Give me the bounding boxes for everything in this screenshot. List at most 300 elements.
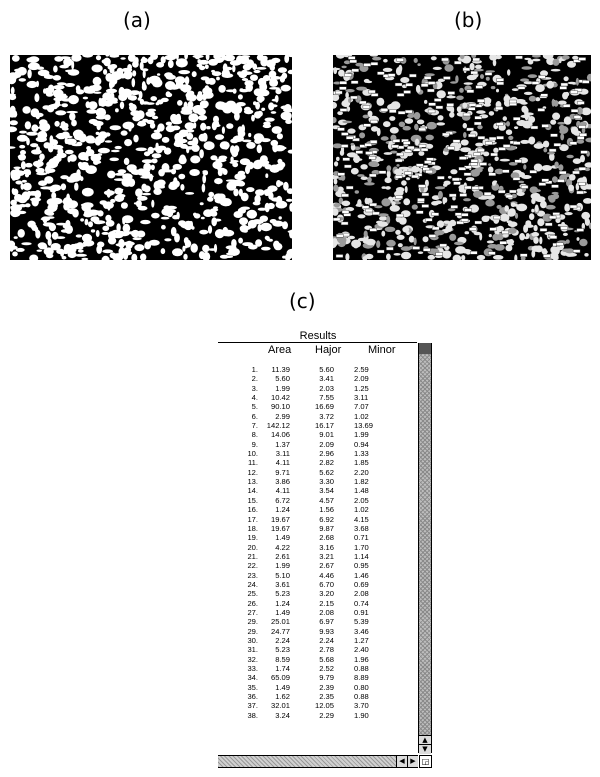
particle-id-tag — [336, 255, 343, 258]
particle-blob — [55, 110, 66, 115]
particle-id-tag — [518, 86, 525, 89]
particle-id-tag — [348, 56, 355, 59]
particle-blob — [512, 88, 519, 91]
particle-blob — [487, 240, 494, 243]
particle-blob — [389, 116, 395, 121]
particle-blob — [247, 210, 258, 219]
particle-blob — [106, 89, 117, 94]
particle-id-tag — [468, 134, 475, 137]
particle-blob — [254, 195, 260, 203]
particle-blob — [198, 115, 207, 121]
particle-blob — [391, 101, 401, 109]
particle-blob — [239, 189, 243, 197]
particle-blob — [18, 229, 25, 238]
results-row-area: 3.86 — [275, 477, 290, 487]
particle-id-tag — [531, 126, 538, 129]
particle-blob — [213, 116, 219, 123]
particle-blob — [143, 185, 150, 192]
particle-blob — [59, 125, 67, 129]
particle-blob — [192, 145, 200, 152]
particle-blob — [190, 155, 200, 163]
particle-blob — [10, 126, 17, 132]
particle-blob — [378, 159, 384, 162]
particle-blob — [278, 67, 287, 73]
particle-id-tag — [579, 58, 586, 61]
particle-blob — [178, 70, 190, 74]
results-row-major: 2.82 — [319, 458, 334, 468]
particle-blob — [242, 78, 248, 81]
particle-blob — [417, 63, 420, 66]
particle-blob — [269, 87, 280, 90]
arrow-down-icon[interactable]: ▼ — [419, 744, 431, 754]
particle-blob — [202, 184, 206, 193]
particle-blob — [515, 213, 518, 219]
particle-blob — [564, 204, 570, 212]
particle-blob — [455, 246, 466, 254]
particle-blob — [54, 56, 63, 62]
particle-id-tag — [342, 194, 349, 197]
table-row — [218, 515, 418, 524]
particle-id-tag — [419, 128, 426, 131]
results-row-major: 6.92 — [319, 514, 334, 524]
particle-blob — [85, 135, 95, 143]
particle-blob — [136, 148, 147, 152]
particle-blob — [426, 135, 434, 141]
particle-blob — [448, 208, 456, 211]
particle-blob — [351, 168, 359, 175]
particle-blob — [382, 186, 387, 189]
particle-id-tag — [406, 83, 413, 86]
particle-blob — [193, 122, 196, 128]
particle-blob — [508, 228, 517, 234]
particle-blob — [437, 220, 444, 227]
particle-id-tag — [369, 174, 376, 177]
particle-id-tag — [580, 133, 587, 136]
particle-blob — [584, 253, 588, 257]
particle-blob — [386, 216, 390, 224]
particle-id-tag — [398, 111, 405, 114]
results-row-area: 90.10 — [270, 402, 290, 412]
particle-blob — [110, 252, 116, 258]
particle-blob — [531, 198, 535, 204]
results-row-index: 36. — [247, 692, 258, 702]
table-row — [218, 617, 418, 626]
particle-id-tag — [474, 122, 481, 125]
particle-blob — [453, 255, 462, 260]
results-row-minor: 3.68 — [354, 523, 369, 533]
particle-blob — [333, 68, 341, 71]
particle-id-tag — [338, 128, 345, 131]
results-row-index: 23. — [247, 570, 258, 580]
table-row — [218, 711, 418, 720]
table-row — [218, 468, 418, 477]
particle-blob — [161, 98, 169, 102]
particle-blob — [226, 253, 235, 256]
particle-blob — [243, 64, 251, 71]
particle-blob — [569, 174, 576, 181]
particle-blob — [162, 137, 170, 143]
particle-blob — [210, 211, 217, 217]
particle-blob — [406, 177, 410, 180]
particle-blob — [166, 75, 176, 80]
particle-id-tag — [346, 186, 353, 189]
particle-blob — [466, 252, 470, 254]
results-row-major: 2.39 — [319, 682, 334, 692]
results-row-minor: 0.94 — [354, 439, 369, 449]
particle-blob — [80, 218, 84, 221]
particle-blob — [558, 164, 563, 171]
results-row-area: 8.59 — [275, 654, 290, 664]
results-row-area: 19.67 — [270, 514, 290, 524]
results-row-major: 3.54 — [319, 486, 334, 496]
particle-blob — [288, 230, 292, 233]
particle-blob — [504, 205, 509, 212]
arrow-right-icon[interactable]: ▶ — [407, 756, 418, 767]
results-row-major: 9.87 — [319, 523, 334, 533]
particle-blob — [53, 89, 64, 98]
particle-blob — [97, 210, 103, 216]
particle-blob — [37, 131, 47, 140]
particle-blob — [47, 198, 59, 206]
table-row — [218, 393, 418, 402]
particle-id-tag — [582, 80, 589, 83]
particle-blob — [162, 163, 170, 172]
particle-id-tag — [461, 213, 468, 216]
particle-blob — [573, 158, 582, 164]
particle-id-tag — [476, 86, 483, 89]
table-row — [218, 543, 418, 552]
particle-blob — [459, 88, 464, 93]
results-row-index: 13. — [247, 477, 258, 487]
particle-blob — [520, 102, 527, 105]
particle-blob — [43, 88, 46, 93]
particle-blob — [134, 202, 139, 204]
results-row-index: 5. — [251, 402, 258, 412]
particle-blob — [463, 123, 467, 129]
results-row-major: 5.62 — [319, 467, 334, 477]
particle-blob — [368, 161, 378, 167]
particle-id-tag — [343, 233, 350, 236]
particle-blob — [493, 255, 504, 260]
results-row-minor: 1.85 — [354, 458, 369, 468]
particle-blob — [254, 111, 261, 118]
particle-id-tag — [424, 76, 431, 79]
particle-blob — [214, 178, 223, 184]
particle-blob — [532, 59, 540, 62]
particle-blob — [363, 115, 369, 119]
particle-blob — [246, 142, 255, 149]
particle-id-tag — [371, 120, 378, 123]
results-row-index: 3. — [251, 383, 258, 393]
particle-blob — [333, 185, 338, 192]
results-row-index: 17. — [247, 514, 258, 524]
particle-blob — [414, 58, 418, 63]
particle-blob — [118, 169, 127, 173]
particle-blob — [471, 55, 476, 58]
particle-id-tag — [368, 90, 375, 93]
particle-id-tag — [342, 210, 349, 213]
results-row-area: 5.23 — [275, 589, 290, 599]
particle-blob — [180, 144, 188, 149]
particle-blob — [523, 164, 526, 169]
table-row — [218, 421, 418, 430]
vertical-scrollbar[interactable] — [418, 343, 432, 753]
particle-blob — [529, 96, 536, 102]
particle-id-tag — [496, 107, 503, 110]
particle-id-tag — [500, 241, 507, 244]
particle-blob — [457, 106, 462, 112]
particle-blob — [140, 254, 146, 261]
particle-blob — [386, 254, 391, 261]
particle-blob — [456, 96, 464, 101]
particle-blob — [146, 102, 155, 105]
particle-id-tag — [578, 182, 585, 185]
results-row-major: 2.09 — [319, 439, 334, 449]
results-row-major: 2.35 — [319, 692, 334, 702]
results-row-index: 10. — [247, 449, 258, 459]
particle-blob — [385, 177, 392, 183]
particle-id-tag — [577, 101, 584, 104]
particle-blob — [395, 230, 401, 235]
particle-blob — [390, 205, 400, 212]
results-row-major: 16.17 — [314, 421, 334, 431]
particle-blob — [438, 115, 444, 120]
particle-id-tag — [542, 124, 549, 127]
particle-blob — [463, 132, 467, 138]
particle-blob — [200, 123, 206, 131]
particle-blob — [36, 162, 40, 168]
particle-blob — [144, 151, 150, 156]
particle-blob — [130, 110, 140, 116]
particle-blob — [188, 113, 198, 122]
particle-blob — [571, 126, 578, 134]
particle-blob — [265, 173, 268, 178]
particle-blob — [22, 106, 30, 114]
particle-blob — [105, 132, 111, 136]
results-row-major: 5.68 — [319, 654, 334, 664]
particle-id-tag — [386, 247, 393, 250]
particle-blob — [437, 90, 446, 98]
particle-id-tag — [356, 151, 363, 154]
particle-blob — [214, 244, 217, 253]
results-row-area: 25.01 — [270, 617, 290, 627]
particle-blob — [110, 125, 121, 130]
particle-id-tag — [497, 136, 504, 139]
particle-blob — [88, 221, 93, 227]
particle-blob — [10, 146, 16, 149]
particle-blob — [546, 81, 554, 89]
vertical-scroll-thumb[interactable] — [419, 343, 431, 354]
particle-blob — [554, 100, 559, 107]
particle-blob — [334, 203, 341, 207]
table-row — [218, 561, 418, 570]
particle-blob — [475, 65, 482, 70]
particle-blob — [356, 87, 367, 91]
particle-blob — [52, 103, 58, 109]
particle-blob — [244, 80, 253, 86]
particle-blob — [204, 141, 215, 150]
particle-blob — [255, 189, 265, 196]
results-row-minor: 2.40 — [354, 645, 369, 655]
particle-id-tag — [532, 82, 539, 85]
table-row — [218, 384, 418, 393]
particle-blob — [489, 111, 494, 116]
particle-blob — [270, 219, 277, 224]
particle-blob — [73, 243, 83, 249]
particle-blob — [464, 82, 473, 85]
particle-id-tag — [503, 145, 510, 148]
particle-blob — [202, 133, 207, 142]
particle-id-tag — [577, 191, 584, 194]
particle-blob — [351, 143, 355, 146]
particle-blob — [475, 143, 483, 147]
particle-blob — [525, 113, 529, 121]
particle-id-tag — [379, 171, 386, 174]
particle-blob — [120, 57, 125, 60]
particle-blob — [399, 217, 407, 225]
particle-blob — [206, 126, 211, 129]
particle-blob — [585, 162, 592, 167]
particle-blob — [417, 120, 424, 125]
results-row-area: 10.42 — [270, 393, 290, 403]
particle-blob — [103, 69, 107, 75]
results-row-minor: 0.91 — [354, 607, 369, 617]
particle-blob — [491, 86, 496, 89]
particle-blob — [47, 212, 55, 216]
particle-id-tag — [463, 113, 470, 116]
particle-id-tag — [570, 142, 577, 145]
particle-blob — [220, 198, 232, 206]
resize-grip-icon[interactable]: ◲ — [419, 755, 432, 768]
particle-id-tag — [552, 185, 559, 188]
particle-blob — [450, 81, 457, 84]
results-row-index: 12. — [247, 467, 258, 477]
particle-blob — [142, 84, 147, 91]
particle-id-tag — [395, 159, 402, 162]
particle-blob — [185, 129, 194, 133]
particle-id-tag — [468, 107, 475, 110]
particle-id-tag — [485, 142, 492, 145]
particle-blob — [237, 181, 245, 186]
particle-blob — [157, 73, 160, 76]
particle-id-tag — [335, 91, 342, 94]
particle-blob — [208, 225, 212, 233]
particle-blob — [201, 217, 205, 220]
particle-blob — [561, 222, 565, 226]
particle-blob — [241, 124, 245, 133]
particle-blob — [363, 240, 370, 243]
particle-blob — [172, 248, 183, 256]
particle-blob — [218, 169, 223, 176]
particle-blob — [83, 97, 88, 100]
particle-blob — [107, 189, 111, 198]
particle-blob — [370, 55, 378, 57]
arrow-up-icon[interactable]: ▲ — [419, 735, 431, 745]
particle-blob — [176, 114, 180, 120]
results-row-minor: 0.95 — [354, 561, 369, 571]
particle-blob — [46, 253, 53, 258]
particle-blob — [364, 182, 375, 185]
particle-blob — [477, 255, 485, 260]
particle-id-tag — [484, 192, 491, 195]
particle-blob — [20, 150, 26, 155]
particle-blob — [74, 183, 78, 191]
horizontal-scrollbar[interactable] — [218, 755, 418, 768]
particle-blob — [26, 57, 36, 62]
particle-id-tag — [577, 229, 584, 232]
particle-blob — [506, 129, 512, 135]
arrow-left-icon[interactable]: ◀ — [396, 756, 407, 767]
particle-id-tag — [513, 142, 520, 145]
particle-id-tag — [396, 196, 403, 199]
particle-id-tag — [344, 213, 351, 216]
particle-blob — [65, 220, 70, 229]
particle-blob — [113, 234, 123, 238]
particle-blob — [92, 65, 103, 73]
results-row-area: 1.24 — [275, 598, 290, 608]
results-row-index: 2. — [251, 374, 258, 384]
particle-blob — [19, 78, 26, 82]
particle-id-tag — [573, 250, 580, 253]
particle-blob — [171, 119, 182, 124]
particle-id-tag — [416, 211, 423, 214]
particle-id-tag — [409, 74, 416, 77]
results-row-minor: 8.89 — [354, 673, 369, 683]
results-row-major: 5.60 — [319, 365, 334, 374]
particle-blob — [336, 157, 340, 161]
particle-id-tag — [418, 198, 425, 201]
particle-blob — [215, 134, 224, 140]
results-row-minor: 7.07 — [354, 402, 369, 412]
particle-blob — [106, 220, 115, 227]
particle-blob — [233, 135, 244, 142]
particle-blob — [399, 122, 405, 128]
particle-blob — [562, 249, 572, 253]
particle-blob — [150, 96, 157, 101]
results-row-area: 1.49 — [275, 533, 290, 543]
particle-blob — [185, 122, 195, 129]
particle-blob — [250, 75, 258, 81]
particle-blob — [81, 203, 93, 206]
results-row-major: 16.69 — [314, 402, 334, 412]
particle-blob — [164, 148, 171, 155]
particle-id-tag — [520, 254, 527, 257]
particle-blob — [27, 69, 31, 78]
particle-id-tag — [397, 93, 404, 96]
particle-blob — [91, 229, 95, 232]
particle-blob — [532, 246, 541, 252]
particle-blob — [157, 186, 165, 189]
particle-id-tag — [577, 136, 584, 139]
results-row-minor: 0.69 — [354, 579, 369, 589]
particle-blob — [109, 158, 119, 162]
particle-blob — [96, 132, 100, 135]
particle-blob — [49, 158, 60, 166]
results-row-area: 3.61 — [275, 579, 290, 589]
particle-blob — [563, 233, 568, 236]
particle-blob — [18, 154, 26, 161]
particle-blob — [466, 177, 474, 181]
particle-blob — [238, 238, 243, 244]
particle-blob — [577, 140, 585, 144]
particle-blob — [551, 69, 561, 72]
particle-blob — [112, 230, 121, 233]
particle-blob — [226, 179, 237, 181]
particle-blob — [394, 253, 401, 256]
particle-id-tag — [388, 74, 395, 77]
particle-blob — [69, 113, 75, 121]
particle-blob — [488, 163, 491, 166]
